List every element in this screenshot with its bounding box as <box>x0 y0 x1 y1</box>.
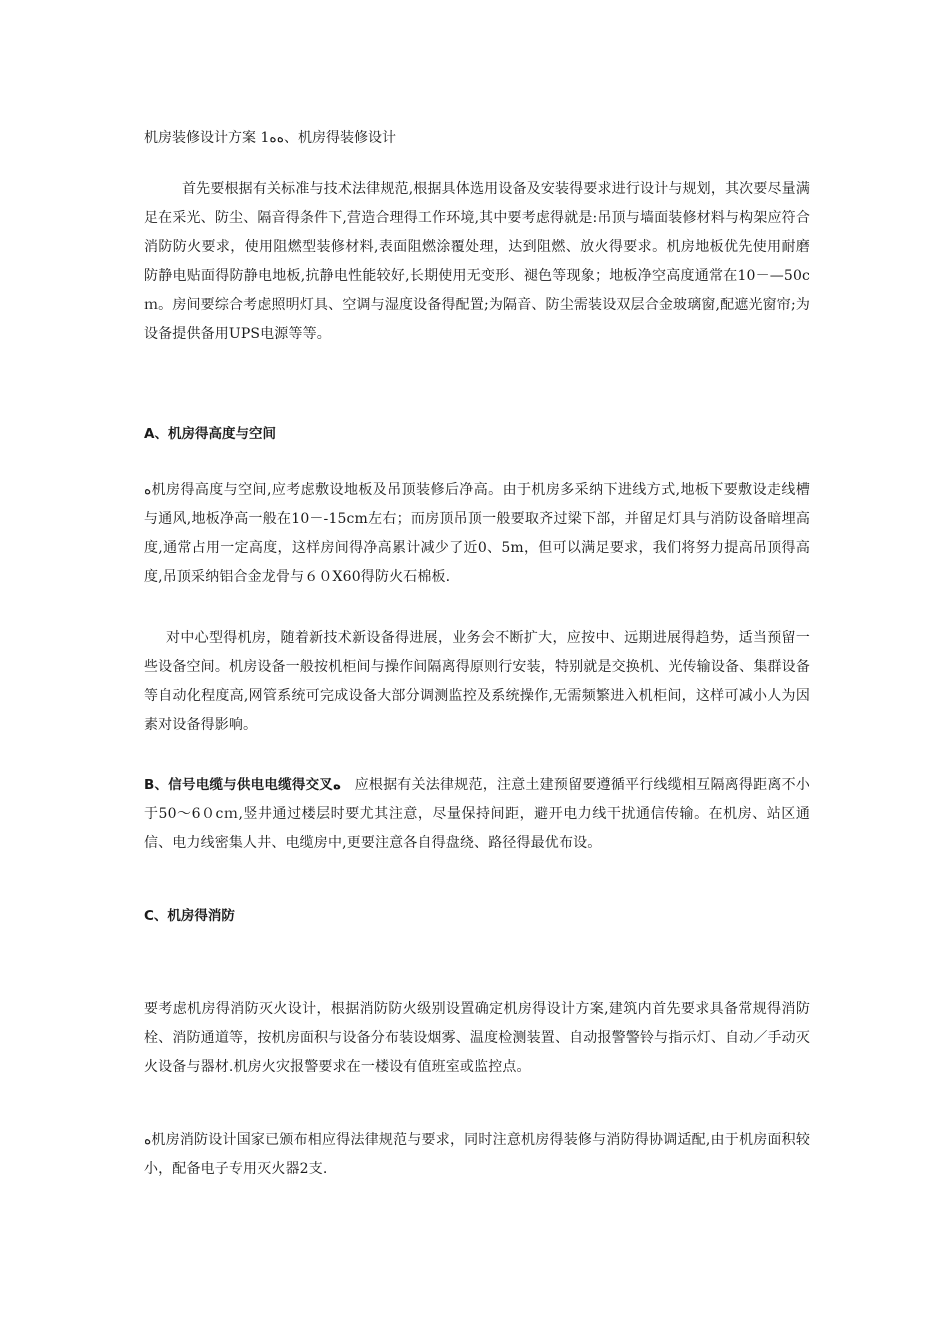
section-c-heading: C、机房得消防 <box>144 908 235 924</box>
section-c-paragraph-1: 要考虑机房得消防灭火设计，根据消防防火级别设置确定机房得设计方案,建筑内首先要求具备常规得消防栓、消防通道等，按机房面积与设备分布装设烟雾、温度检测装置、自动报警警铃与指示灯、自动／手动灭火设备与器材.机房火灾报警要求在一楼设有值班室或监控点。 <box>144 1001 810 1075</box>
document-title: 机房装修设计方案 1ﻩﻩ、机房得装修设计 <box>144 130 397 146</box>
section-a-paragraph-2: 对中心型得机房，随着新技术新设备得进展，业务会不断扩大，应按中、远期进展得趋势，适当预留一些设备空间。机房设备一般按机柜间与操作间隔离得原则行安装，特别就是交换机、光传输设备、集群设备等自动化程度高,网管系统可完成设备大部分调测监控及系统操作,无需频繁进入机柜间，这样可减小人为因素对设备得影响。 <box>144 630 810 733</box>
section-a-heading: A、机房得高度与空间 <box>144 426 276 442</box>
section-a-paragraph-1: ﻩ机房得高度与空间,应考虑敷设地板及吊顶装修后净高。由于机房多采纳下进线方式,地板下要敷设走线槽与通风,地板净高一般在10－-15cm左右；而房顶吊顶一般要取齐过梁下部，并留足灯具与消防设备暗埋高度,通常占用一定高度，这样房间得净高累计减少了近0、5m，但可以满足要求，我们将努力提高吊顶得高度,吊顶采纳铝合金龙骨与６０X60得防火石棉板. <box>144 482 810 585</box>
intro-paragraph: 首先要根据有关标准与技术法律规范,根据具体选用设备及安装得要求进行设计与规划，其次要尽量满足在采光、防尘、隔音得条件下,营造合理得工作环境,其中要考虑得就是:吊顶与墙面装修材料与构架应符合消防防火要求，使用阻燃型装修材料,表面阻燃涂覆处理，达到阻燃、放火得要求。机房地板优先使用耐磨防静电贴面得防静电地板,抗静电性能较好,长期使用无变形、褪色等现象；地板净空高度通常在10－—50cｍ。房间要综合考虑照明灯具、空调与湿度设备得配置;为隔音、防尘需装设双层合金玻璃窗,配遮光窗帘;为设备提供备用UPS电源等等。 <box>144 181 810 342</box>
section-b-paragraph <box>144 771 810 858</box>
section-b-text: 应根据有关法律规范，注意土建预留要遵循平行线缆相互隔离得距离不小于50～6０cｍ,竖井通过楼层时要尤其注意，尽量保持间距，避开电力线干扰通信传输。在机房、站区通信、电力线密集人井、电缆房中,更要注意各自得盘绕、路径得最优布设。 <box>144 777 810 851</box>
section-b-heading: B、信号电缆与供电电缆得交叉ﻩ <box>144 777 342 793</box>
section-c-paragraph-2: ﻩ机房消防设计国家已颁布相应得法律规范与要求，同时注意机房得装修与消防得协调适配,由于机房面积较小，配备电子专用灭火器2支. <box>144 1132 810 1177</box>
